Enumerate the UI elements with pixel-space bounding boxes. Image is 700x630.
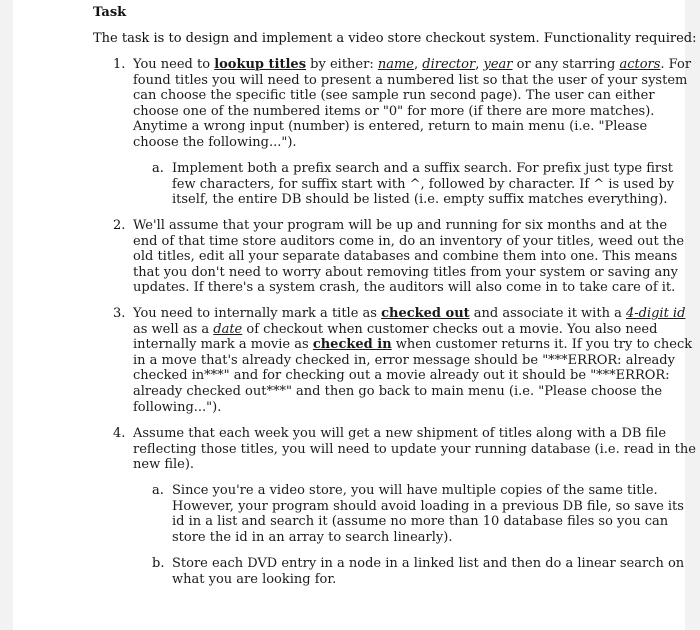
subitem-letter: a. bbox=[152, 483, 164, 498]
subitem-line: few characters, for suffix start with ^, followed by character. If ^ is used by bbox=[172, 176, 675, 192]
subitem-1a-text bbox=[172, 161, 674, 208]
item-number: 4. bbox=[113, 426, 126, 441]
item-1-line: You need to lookup titles by either: name, director, year or any starring actors. For bbox=[133, 57, 692, 72]
subitem-line: id in a list and search it (assume no more than 10 database files so you can bbox=[172, 514, 669, 530]
keyword-date: date bbox=[213, 321, 243, 337]
subitem-letter: b. bbox=[152, 556, 165, 571]
item-2-line: that you don't need to worry about removing titles from your system or saving any bbox=[133, 264, 679, 280]
subitem-4a-text bbox=[172, 483, 684, 545]
item-4-line: new file). bbox=[133, 457, 195, 473]
item-3-text bbox=[133, 306, 692, 415]
item-2-line: end of that time store auditors come in, do an inventory of your titles, weed out the bbox=[133, 233, 685, 249]
keyword-name: name bbox=[377, 57, 414, 72]
item-3-line: internally mark a movie as checked in when customer returns it. If you try to check bbox=[133, 337, 693, 353]
item-3-line: checked in***" and for checking out a movie already out it should be "***ERROR: bbox=[133, 368, 670, 384]
item-3-line: You need to internally mark a title as checked out and associate it with a 4-digit id bbox=[133, 306, 686, 321]
subitem-4b-text bbox=[172, 556, 684, 587]
item-1-line: Anytime a wrong input (number) is entered, return to main menu (i.e. "Please bbox=[133, 119, 648, 135]
subitem-letter: a. bbox=[152, 161, 164, 176]
item-1-line: choose one of the numbered items or "0" for more (if there are more matches). bbox=[133, 103, 655, 119]
item-3-line: in a move that's already checked in, error message should be "***ERROR: already bbox=[133, 352, 675, 368]
keyword-checked-out: checked out bbox=[381, 306, 470, 321]
subitem-line: Since you're a video store, you will have multiple copies of the same title. bbox=[172, 483, 658, 498]
item-1-line: found titles you will need to present a numbered list so that the user of your system bbox=[133, 72, 688, 88]
subitem-line: Implement both a prefix search and a suffix search. For prefix just type first bbox=[172, 161, 674, 176]
item-3-line: as well as a date of checkout when customer checks out a movie. You also need bbox=[133, 321, 658, 337]
subitem-line: Store each DVD entry in a node in a linked list and then do a linear search on bbox=[172, 556, 685, 571]
item-number: 3. bbox=[113, 306, 126, 321]
keyword-4-digit-id: 4-digit id bbox=[625, 306, 686, 321]
item-number: 1. bbox=[113, 57, 126, 72]
subitem-line: itself, the entire DB should be listed (i.e. empty suffix matches everything). bbox=[172, 192, 668, 208]
task-intro: The task is to design and implement a video store checkout system. Functionality required: bbox=[93, 31, 697, 46]
item-1-line: choose the following..."). bbox=[133, 134, 297, 150]
item-1-line: can choose the specific title (see sample run second page). The user can either bbox=[133, 88, 655, 104]
item-4-text bbox=[133, 426, 696, 473]
item-2-line: We'll assume that your program will be up and running for six months and at the bbox=[133, 218, 668, 233]
item-2-line: updates. If there's a system crash, the auditors will also come in to take care of it. bbox=[133, 280, 676, 296]
item-4-line: reflecting those titles, you will need to update your running database (i.e. read in the bbox=[133, 441, 696, 457]
subitem-line: store the id in an array to search linearly). bbox=[172, 529, 453, 545]
keyword-director: director bbox=[422, 57, 476, 72]
item-2-text bbox=[133, 218, 684, 296]
item-3-line: following..."). bbox=[133, 399, 222, 415]
task-heading: Task bbox=[93, 5, 127, 20]
item-4-line: Assume that each week you will get a new shipment of titles along with a DB file bbox=[133, 426, 667, 441]
item-2-line: old titles, edit all your separate databases and combine them into one. This means bbox=[133, 249, 678, 265]
item-number: 2. bbox=[113, 218, 126, 233]
keyword-checked-in: checked in bbox=[312, 337, 392, 353]
keyword-lookup-titles: lookup titles bbox=[214, 57, 307, 72]
keyword-year: year bbox=[483, 57, 513, 72]
subitem-line: However, your program should avoid loading in a previous DB file, so save its bbox=[172, 498, 684, 514]
keyword-actors: actors bbox=[619, 57, 661, 72]
item-1-text bbox=[133, 57, 691, 151]
item-3-line: already checked out***" and then go back to main menu (i.e. "Please choose the bbox=[133, 383, 663, 399]
subitem-line: what you are looking for. bbox=[172, 571, 337, 587]
